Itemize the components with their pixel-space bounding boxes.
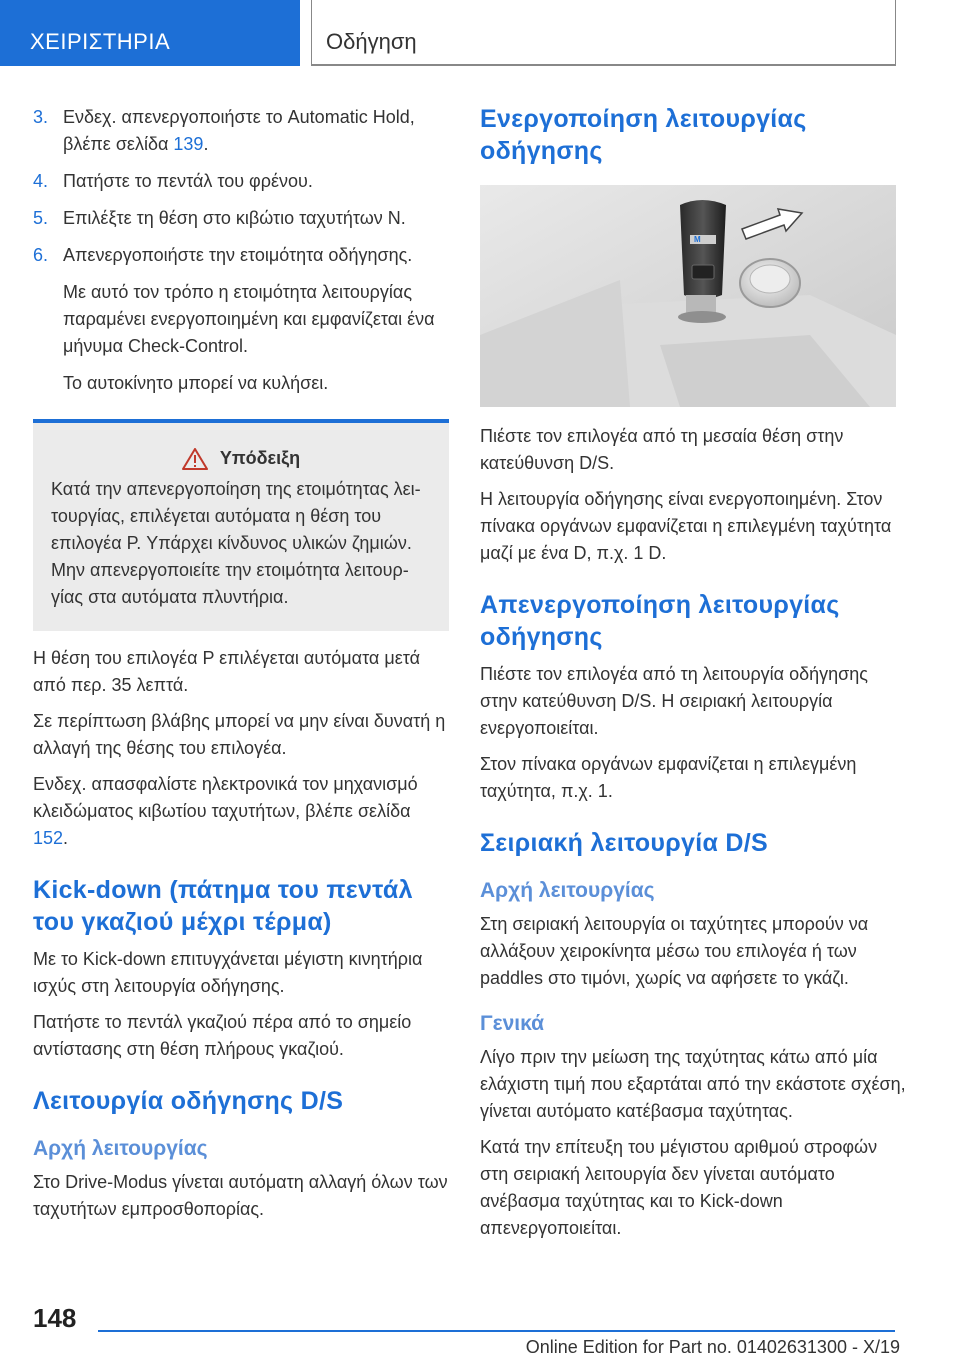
paragraph-suffix: . bbox=[63, 828, 69, 848]
footer-divider bbox=[98, 1330, 895, 1332]
step-number: 4. bbox=[33, 171, 49, 191]
heading-activate: Ενεργοποίηση λειτουργίας οδήγησης bbox=[480, 105, 807, 165]
topic-breadcrumb: Οδήγηση bbox=[311, 0, 896, 66]
gear-selector-photo bbox=[480, 185, 896, 407]
paragraph: Η λειτουργία οδήγησης είναι ενεργοποιημένη. Στον πίνακα οργάνων εμφανίζεται η επιλεγμένη ταχύτητα μαζί με ένα D, π.χ. 1 D. bbox=[480, 489, 892, 563]
heading-deactivate: Απενεργοποίηση λειτουργίας οδήγησης bbox=[480, 591, 840, 651]
step-number: 3. bbox=[33, 107, 49, 127]
step-5 bbox=[33, 205, 449, 232]
subheading-principle: Αρχή λειτουργίας bbox=[33, 1137, 208, 1160]
notice-title: Υπόδειξη bbox=[219, 448, 301, 468]
step-3 bbox=[33, 104, 449, 158]
paragraph-text: Ενδεχ. απασφαλίστε ηλεκτρονικά τον μηχανισμό κλειδώματος κιβωτίου ταχυτήτων, βλέπε σελίδα bbox=[33, 774, 418, 821]
paragraph: Στη σειριακή λειτουργία οι ταχύτητες μπορούν να αλλάξουν χειροκίνητα μέσω του επιλογέα ή των paddles στο τιμόνι, χωρίς να αφήσετε το γκάζι. bbox=[480, 914, 869, 988]
page-link-139[interactable]: 139 bbox=[173, 134, 204, 154]
page-link-152[interactable]: 152 bbox=[33, 828, 64, 848]
notice-box bbox=[33, 419, 449, 631]
paragraph: Πιέστε τον επιλογέα από τη λειτουργία οδήγησης στην κατεύθυνση D/S. Η σειριακή λειτουργία ενεργοποιείται. bbox=[480, 664, 868, 738]
right-column bbox=[480, 103, 910, 1251]
paragraph: Με το Kick-down επιτυγχάνεται μέγιστη κινητήρια ισχύς στη λειτουργία οδήγησης. bbox=[33, 949, 423, 996]
step-continuation: Το αυτοκίνητο μπορεί να κυλήσει. bbox=[63, 373, 329, 393]
paragraph: Στον πίνακα οργάνων εμφανίζεται η επιλεγμένη ταχύτητα, π.χ. 1. bbox=[480, 754, 857, 801]
paragraph: Πιέστε τον επιλογέα από τη μεσαία θέση στην κατεύθυνση D/S. bbox=[480, 426, 844, 473]
selector-brand-label: M bbox=[694, 235, 701, 244]
paragraph: Κατά την επίτευξη του μέγιστου αριθμού στροφών στη σειριακή λειτουργία δεν γίνεται αυτόματο ανέβασμα ταχύτητας και το Kick-down απενεργοποιείται. bbox=[480, 1137, 878, 1238]
step-4 bbox=[33, 168, 449, 195]
step-text: Απενεργοποιήστε την ετοιμότητα οδήγησης. bbox=[63, 245, 413, 265]
step-number: 6. bbox=[33, 245, 49, 265]
subheading-general: Γενικά bbox=[480, 1012, 545, 1035]
step-number: 5. bbox=[33, 208, 49, 228]
notice-text: Κατά την απενεργοποίηση της ετοιμότητας λειτουργίας, επιλέγεται αυτόματα η θέση του επιλογέα P. Υπάρχει κίνδυνος υλικών ζημιών. Μην απενεργοποιείτε την ετοιμότητα λειτουργίας στα αυτόματα πλυντήρια. bbox=[51, 479, 421, 607]
left-column bbox=[33, 104, 449, 1232]
step-6 bbox=[33, 242, 449, 269]
heading-serial-mode: Σειριακή λειτουργία D/S bbox=[480, 829, 768, 857]
page-number: 148 bbox=[33, 1303, 77, 1333]
section-tab[interactable]: ΧΕΙΡΙΣΤΗΡΙΑ bbox=[0, 0, 300, 66]
step-text: Πατήστε το πεντάλ του φρένου. bbox=[63, 171, 313, 191]
page-header bbox=[0, 0, 960, 66]
step-continuation: Με αυτό τον τρόπο η ετοιμότητα λειτουργίας παραμένει ενεργοποιημένη και εμφανίζεται ένα μήνυμα Check-Control. bbox=[63, 282, 435, 356]
notice-header bbox=[51, 445, 431, 472]
step-text: Ενδεχ. απενεργοποιήστε το Automatic Hold, βλέπε σελίδα bbox=[63, 107, 415, 154]
paragraph: Στο Drive-Modus γίνεται αυτόματη αλλαγή όλων των ταχυτήτων εμπροσθοπορίας. bbox=[33, 1172, 448, 1219]
step-suffix: . bbox=[203, 134, 209, 154]
paragraph: Πατήστε το πεντάλ γκαζιού πέρα από το σημείο αντίστασης στη θέση πλήρους γκαζιού. bbox=[33, 1012, 412, 1059]
heading-drive-mode: Λειτουργία οδήγησης D/S bbox=[33, 1087, 344, 1115]
heading-kickdown: Kick-down (πάτημα του πεντάλ του γκαζιού μέχρι τέρμα) bbox=[33, 876, 413, 936]
subheading-principle: Αρχή λειτουργίας bbox=[480, 879, 655, 902]
paragraph: Σε περίπτωση βλάβης μπορεί να μην είναι δυνατή η αλλαγή της θέσης του επιλογέα. bbox=[33, 711, 446, 758]
warning-icon bbox=[182, 448, 208, 470]
edition-note: Online Edition for Part no. 01402631300 - X/19 bbox=[525, 1337, 900, 1357]
step-text: Επιλέξτε τη θέση στο κιβώτιο ταχυτήτων N. bbox=[63, 208, 406, 228]
paragraph: Λίγο πριν την μείωση της ταχύτητας κάτω από μία ελάχιστη τιμή που εξαρτάται από την εκάστοτε σχέση, γίνεται αυτόματο κατέβασμα ταχύτητας. bbox=[480, 1047, 906, 1121]
paragraph bbox=[33, 771, 449, 852]
paragraph: Η θέση του επιλογέα P επιλέγεται αυτόματα μετά από περ. 35 λεπτά. bbox=[33, 648, 420, 695]
